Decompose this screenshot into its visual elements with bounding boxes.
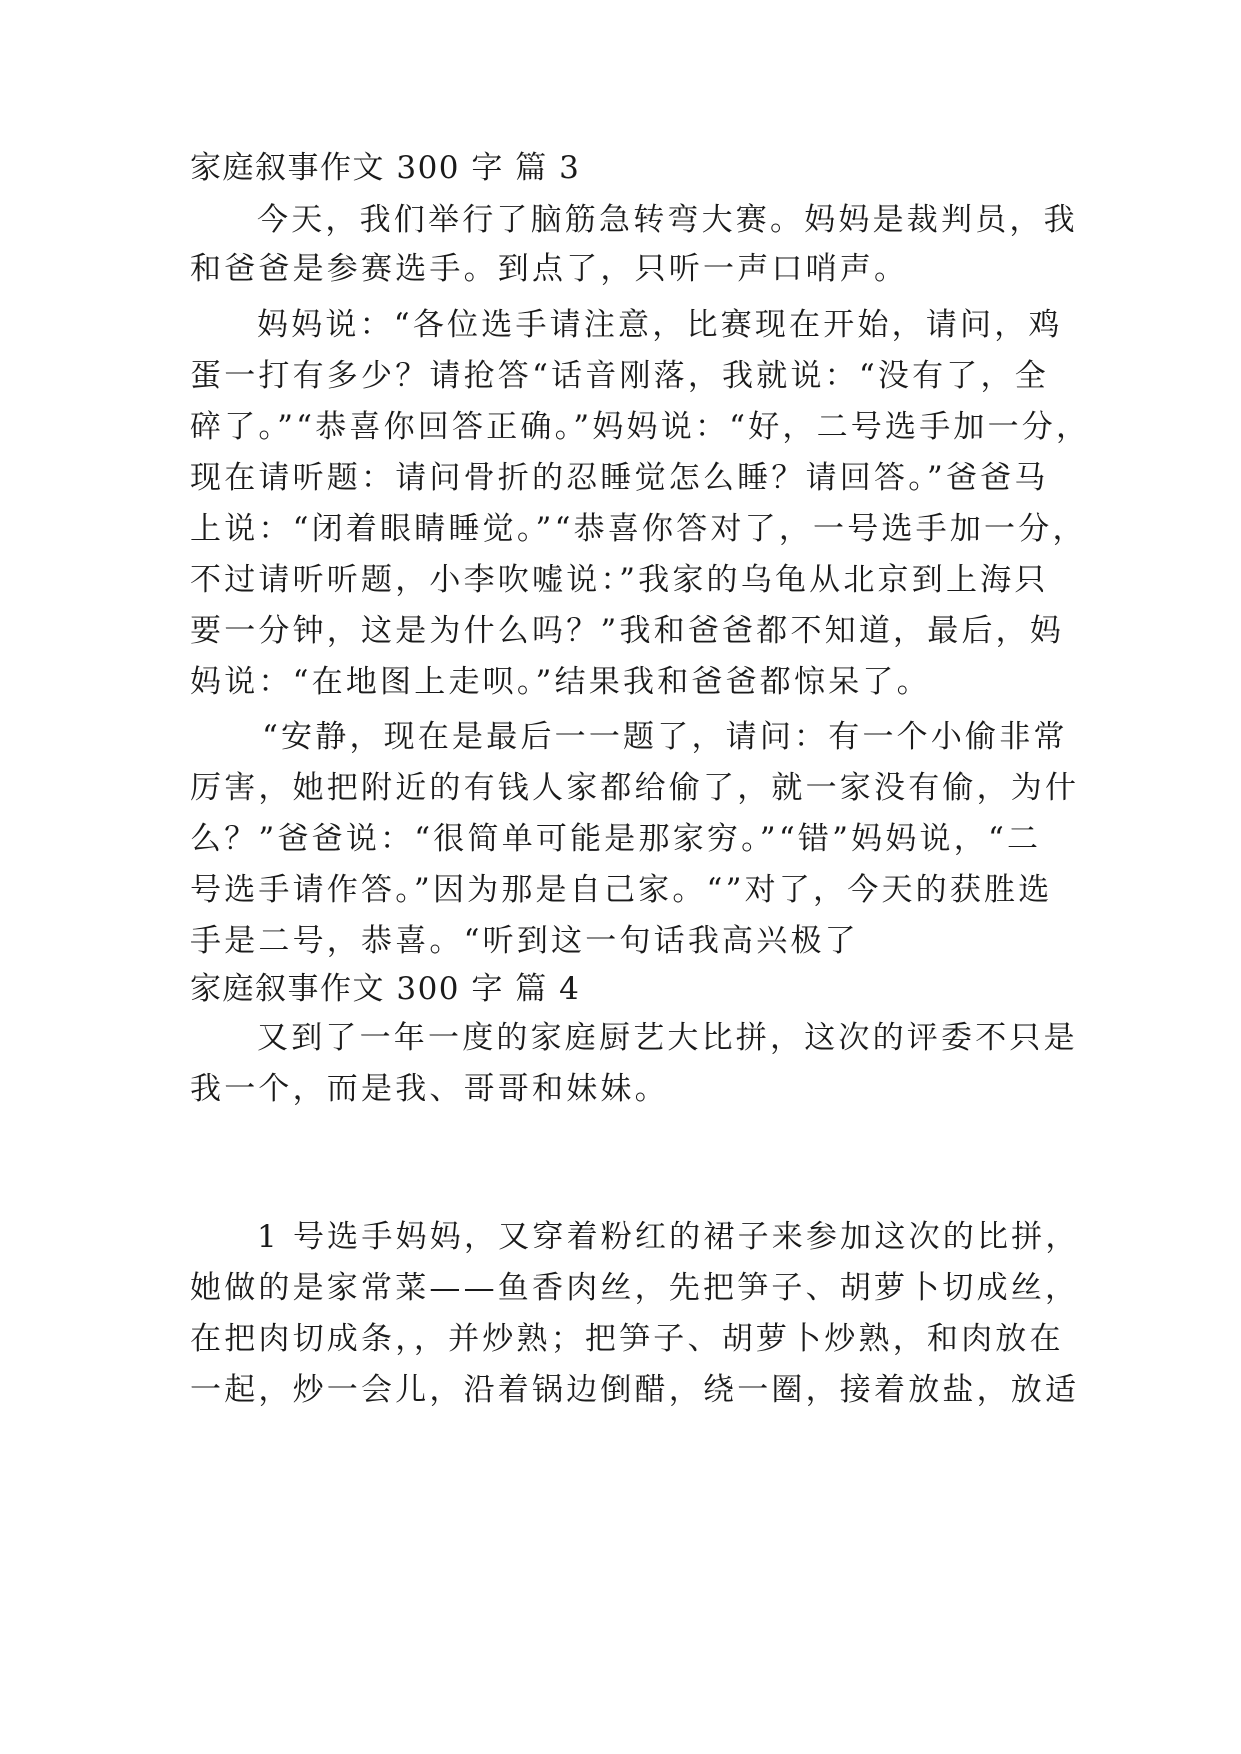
paragraph-line: 厉害，她把附近的有钱人家都给偷了，就一家没有偷，为什 (190, 770, 1080, 806)
paragraph-line: 上说：“闭着眼睛睡觉。”“恭喜你答对了，一号选手加一分， (190, 511, 1087, 547)
paragraph-line: 和爸爸是参赛选手。到点了，只听一声口哨声。 (190, 251, 909, 287)
paragraph-line: 蛋一打有多少？请抢答“话音刚落，我就说：“没有了，全 (190, 358, 1049, 394)
section-heading: 家庭叙事作文 300 字 篇 3 (190, 150, 581, 186)
paragraph-line: 碎了。”“恭喜你回答正确。”妈妈说：“好，二号选手加一分， (190, 409, 1091, 445)
paragraph-line: 1 号选手妈妈，又穿着粉红的裙子来参加这次的比拼， (257, 1219, 1080, 1255)
paragraph-line: 现在请听题：请问骨折的忍睡觉怎么睡？请回答。”爸爸马 (190, 460, 1049, 496)
paragraph-line: 今天，我们举行了脑筋急转弯大赛。妈妈是裁判员，我 (257, 202, 1078, 238)
paragraph-line: 她做的是家常菜——鱼香肉丝，先把笋子、胡萝卜切成丝， (190, 1270, 1080, 1306)
paragraph-line: 手是二号，恭喜。“听到这一句话我高兴极了 (190, 923, 859, 959)
paragraph-line: 不过请听听题，小李吹嘘说：”我家的乌龟从北京到上海只 (190, 562, 1049, 598)
paragraph-line: “安静，现在是最后一一题了，请问：有一个小偷非常 (262, 719, 1068, 755)
paragraph-line: 又到了一年一度的家庭厨艺大比拼，这次的评委不只是 (257, 1020, 1078, 1056)
paragraph-line: 妈妈说：“各位选手请注意，比赛现在开始，请问，鸡 (257, 307, 1063, 343)
section-heading: 家庭叙事作文 300 字 篇 4 (190, 971, 581, 1007)
paragraph-line: 在把肉切成条，，并炒熟；把笋子、胡萝卜炒熟，和肉放在 (190, 1321, 1064, 1357)
paragraph-line: 么？”爸爸说：“很简单可能是那家穷。”“错”妈妈说，“二 (190, 821, 1042, 857)
paragraph-line: 要一分钟，这是为什么吗？”我和爸爸都不知道，最后，妈 (190, 613, 1065, 649)
paragraph-line: 一起，炒一会儿，沿着锅边倒醋，绕一圈，接着放盐，放适 (190, 1372, 1080, 1408)
paragraph-line: 我一个，而是我、哥哥和妹妹。 (190, 1071, 669, 1107)
paragraph-line: 号选手请作答。”因为那是自己家。“”对了，今天的获胜选 (190, 872, 1053, 908)
paragraph-line: 妈说：“在地图上走呗。”结果我和爸爸都惊呆了。 (190, 664, 931, 700)
